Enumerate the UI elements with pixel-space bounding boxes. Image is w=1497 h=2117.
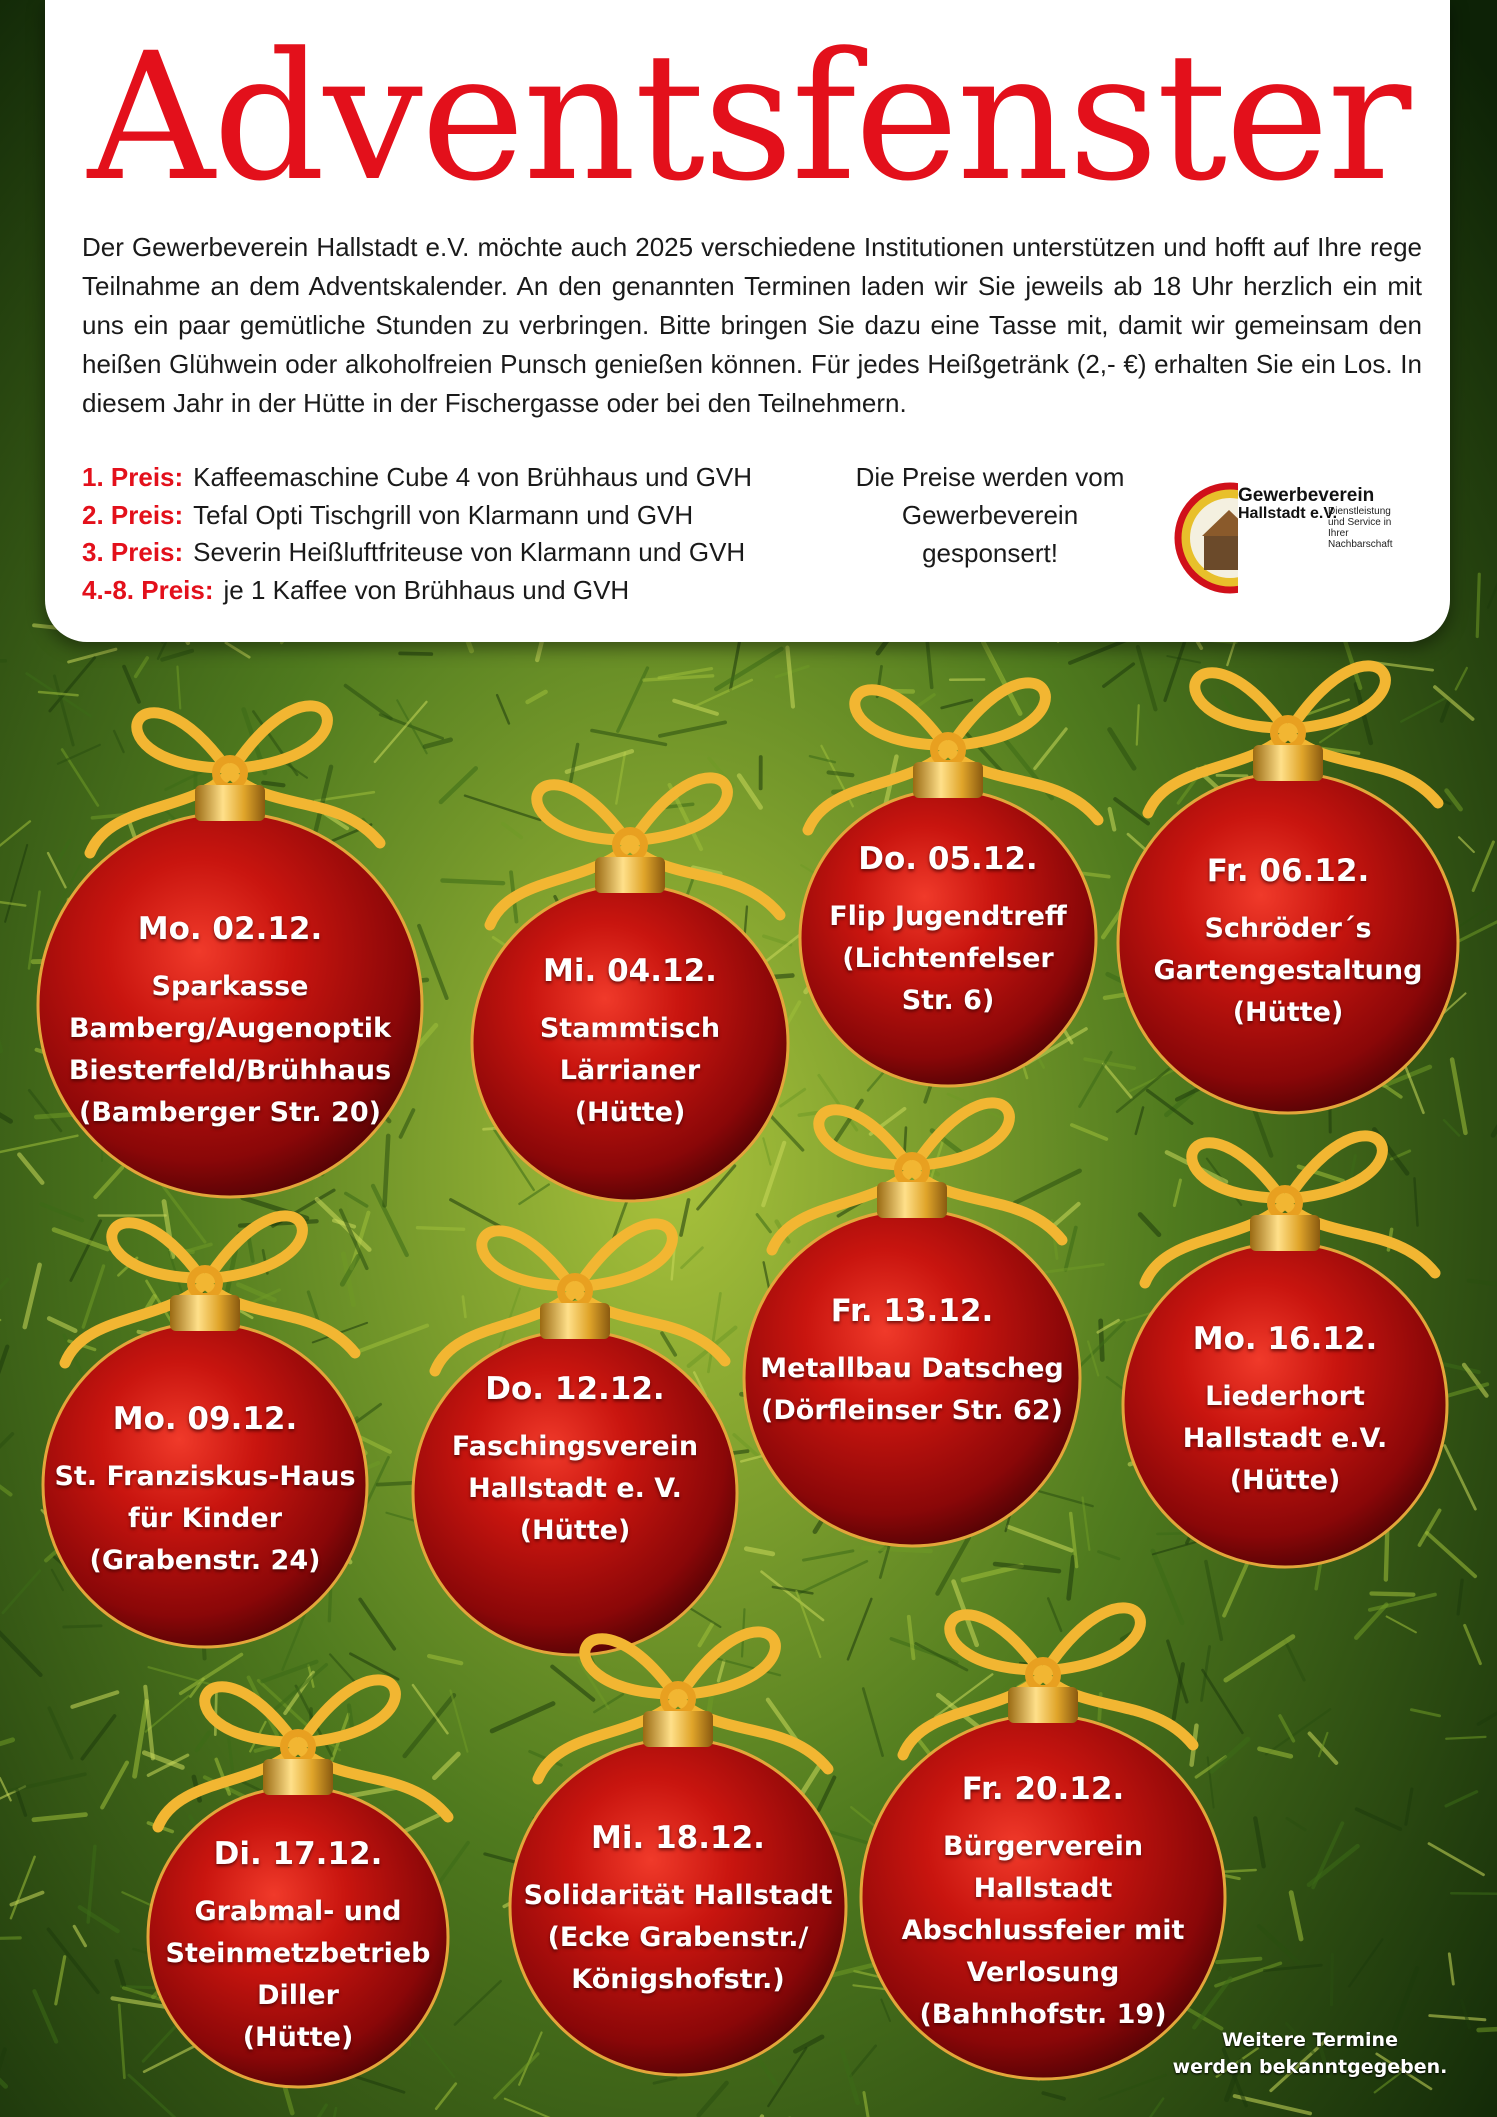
- prize-label: 4.-8. Preis:: [82, 575, 214, 605]
- ornament-label: [754, 1290, 1070, 1432]
- event-date: Mi. 04.12.: [543, 953, 717, 989]
- event-host: Stammtisch Lärrianer (Hütte): [539, 1013, 721, 1128]
- event-date: Mo. 02.12.: [137, 911, 323, 947]
- event-host: Solidarität Hallstadt (Ecke Grabenstr./ Königshofstr.): [523, 1880, 833, 1995]
- prize-text: Tefal Opti Tischgrill von Klarmann und GVH: [193, 500, 694, 530]
- logo-subtitle: Hallstadt e.V.: [1238, 505, 1338, 522]
- ornament-cap: [540, 1303, 610, 1339]
- ornament-cap: [643, 1711, 713, 1747]
- ornament-cap: [1253, 745, 1323, 781]
- event-host: St. Franziskus-Haus für Kinder (Grabenstr. 24): [54, 1461, 356, 1576]
- ornament-cap: [877, 1182, 947, 1218]
- event-date: Fr. 13.12.: [830, 1293, 994, 1329]
- ornament-label: [1133, 1318, 1437, 1502]
- prize-label: 3. Preis:: [82, 537, 184, 567]
- prize-text: Kaffeemaschine Cube 4 von Brühhaus und GVH: [193, 462, 753, 492]
- ornament-label: [1128, 850, 1448, 1034]
- event-date: Mo. 16.12.: [1192, 1321, 1378, 1357]
- sponsor-note: Die Preise werden vom Gewerbeverein gesponsert!: [855, 462, 1125, 568]
- ornament-cap: [1008, 1687, 1078, 1723]
- ornament-label: [423, 1368, 727, 1552]
- event-host: Liederhort Hallstadt e.V. (Hütte): [1182, 1381, 1388, 1496]
- ornament-label: [48, 908, 412, 1134]
- ornament-cap: [913, 762, 983, 798]
- ornament-cap: [1250, 1215, 1320, 1251]
- event-host: Schröder´s Gartengestaltung (Hütte): [1153, 913, 1423, 1028]
- ornament-label: [482, 950, 778, 1134]
- prize-label: 1. Preis:: [82, 462, 184, 492]
- event-date: Do. 12.12.: [485, 1371, 665, 1407]
- event-host: Sparkasse Bamberg/Augenoptik Biesterfeld/Brühhaus (Bamberger Str. 20): [68, 971, 392, 1128]
- event-date: Mo. 09.12.: [112, 1401, 298, 1437]
- footer-note: Weitere Termine werden bekanntgegeben.: [1172, 2029, 1448, 2078]
- event-date: Mi. 18.12.: [591, 1820, 765, 1856]
- logo-name: Gewerbeverein: [1238, 485, 1375, 506]
- event-date: Do. 05.12.: [858, 841, 1038, 877]
- prize-text: je 1 Kaffee von Brühhaus und GVH: [223, 575, 630, 605]
- prize-label: 2. Preis:: [82, 500, 184, 530]
- ornament-label: [810, 838, 1086, 1022]
- event-date: Fr. 20.12.: [961, 1771, 1125, 1807]
- ornament-label: [158, 1833, 438, 2059]
- event-host: Bürgerverein Hallstadt Abschlussfeier mit Verlosung (Bahnhofstr. 19): [901, 1831, 1185, 2030]
- ornament-label: [871, 1768, 1215, 2036]
- event-host: Flip Jugendtreff (Lichtenfelser Str. 6): [829, 901, 1067, 1016]
- event-date: Di. 17.12.: [213, 1836, 383, 1872]
- ornament-label: [53, 1398, 357, 1582]
- ornament-cap: [195, 785, 265, 821]
- logo-tagline: Dienstleistung und Service in Ihrer Nachbarschaft: [1328, 506, 1393, 550]
- page-title: Adventsfenster: [87, 15, 1410, 220]
- event-host: Faschingsverein Hallstadt e. V. (Hütte): [451, 1431, 699, 1546]
- event-date: Fr. 06.12.: [1206, 853, 1370, 889]
- event-host: Metallbau Datscheg (Dörfleinser Str. 62): [760, 1353, 1064, 1426]
- ornament-label: [520, 1817, 836, 2001]
- intro-text: Der Gewerbeverein Hallstadt e.V. möchte auch 2025 verschiedene Institutionen unterstützen und hofft auf Ihre rege Teilnahme an dem Adventskalender. An den genannten Terminen laden wir Sie jeweils ab 18 Uhr herzlich ein mit uns ein paar gemütliche Stunden zu verbringen. Bitte bringen Sie dazu eine Tasse mit, damit wir gemeinsam den heißen Glühwein oder alkoholfreien Punsch genießen können. Für jedes Heißgetränk (2,- €) erhalten Sie ein Los. In diesem Jahr in der Hütte in der Fischergasse oder bei den Teilnehmern.: [82, 232, 1422, 418]
- event-host: Grabmal- und Steinmetzbetrieb Diller (Hütte): [165, 1896, 431, 2053]
- prize-text: Severin Heißluftfriteuse von Klarmann und GVH: [193, 537, 746, 567]
- ornament-cap: [595, 857, 665, 893]
- ornament-cap: [170, 1295, 240, 1331]
- ornament-cap: [263, 1759, 333, 1795]
